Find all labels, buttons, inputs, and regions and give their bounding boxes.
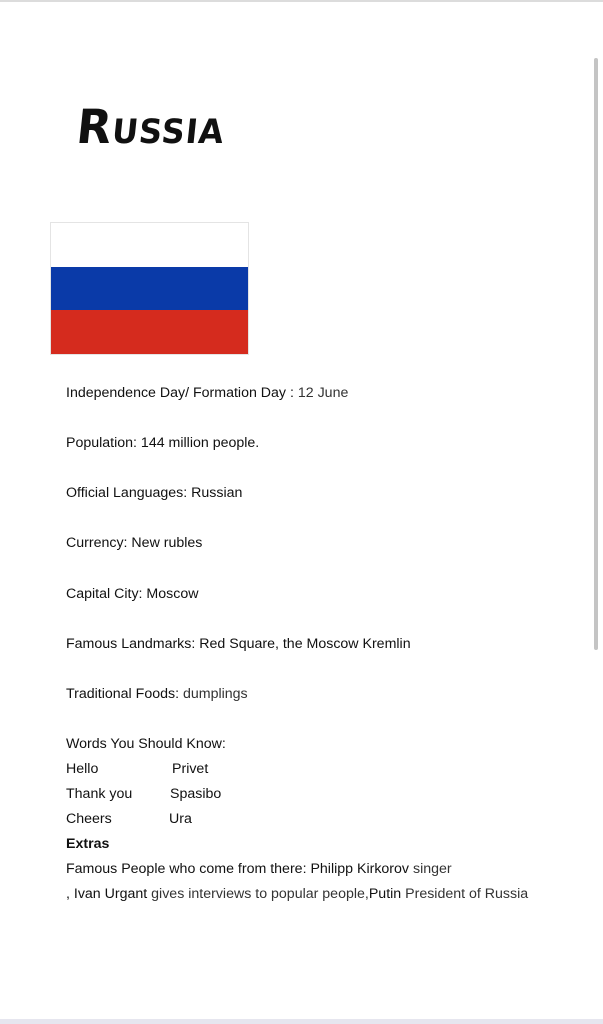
extras-heading: Extras xyxy=(66,836,110,852)
top-border xyxy=(0,0,603,2)
word-russian: Spasibo xyxy=(170,786,222,802)
independence-label: Independence Day/ Formation Day : xyxy=(66,385,298,401)
russia-flag-image xyxy=(51,223,248,354)
famous-role: President of Russia xyxy=(405,886,529,902)
famous-name: Putin xyxy=(368,886,406,902)
words-heading: Words You Should Know: xyxy=(66,736,226,752)
word-pair-row xyxy=(66,786,266,806)
independence-day-line xyxy=(66,385,348,401)
flag-stripe-white xyxy=(51,223,248,267)
independence-value: 12 June xyxy=(297,385,349,401)
famous-people-line-2 xyxy=(66,886,528,902)
word-pair-row xyxy=(66,811,266,831)
languages-line: Official Languages: Russian xyxy=(66,485,243,501)
famous-name: , Ivan Urgant xyxy=(66,886,152,902)
famous-role: singer xyxy=(412,861,452,877)
landmarks-line: Famous Landmarks: Red Square, the Moscow Kremlin xyxy=(66,636,411,652)
page-title: Russia xyxy=(74,98,228,155)
word-english: Hello xyxy=(66,761,99,777)
currency-line: Currency: New rubles xyxy=(66,535,203,551)
word-english: Cheers xyxy=(66,811,112,827)
foods-line xyxy=(66,686,248,702)
word-russian: Privet xyxy=(172,761,209,777)
vertical-scrollbar[interactable] xyxy=(594,58,598,650)
word-pair-row xyxy=(66,761,266,781)
bottom-band xyxy=(0,1019,603,1024)
flag-stripe-red xyxy=(51,310,248,354)
foods-label: Traditional Foods: xyxy=(66,686,183,702)
population-line: Population: 144 million people. xyxy=(66,435,260,451)
word-russian: Ura xyxy=(169,811,192,827)
foods-value: dumplings xyxy=(182,686,248,702)
famous-label: Famous People who come from there: Philipp Kirkorov xyxy=(66,861,413,877)
word-english: Thank you xyxy=(66,786,133,802)
famous-people-line xyxy=(66,861,452,877)
capital-line: Capital City: Moscow xyxy=(66,586,199,602)
famous-role: gives interviews to popular people, xyxy=(151,886,369,902)
flag-stripe-blue xyxy=(51,267,248,311)
